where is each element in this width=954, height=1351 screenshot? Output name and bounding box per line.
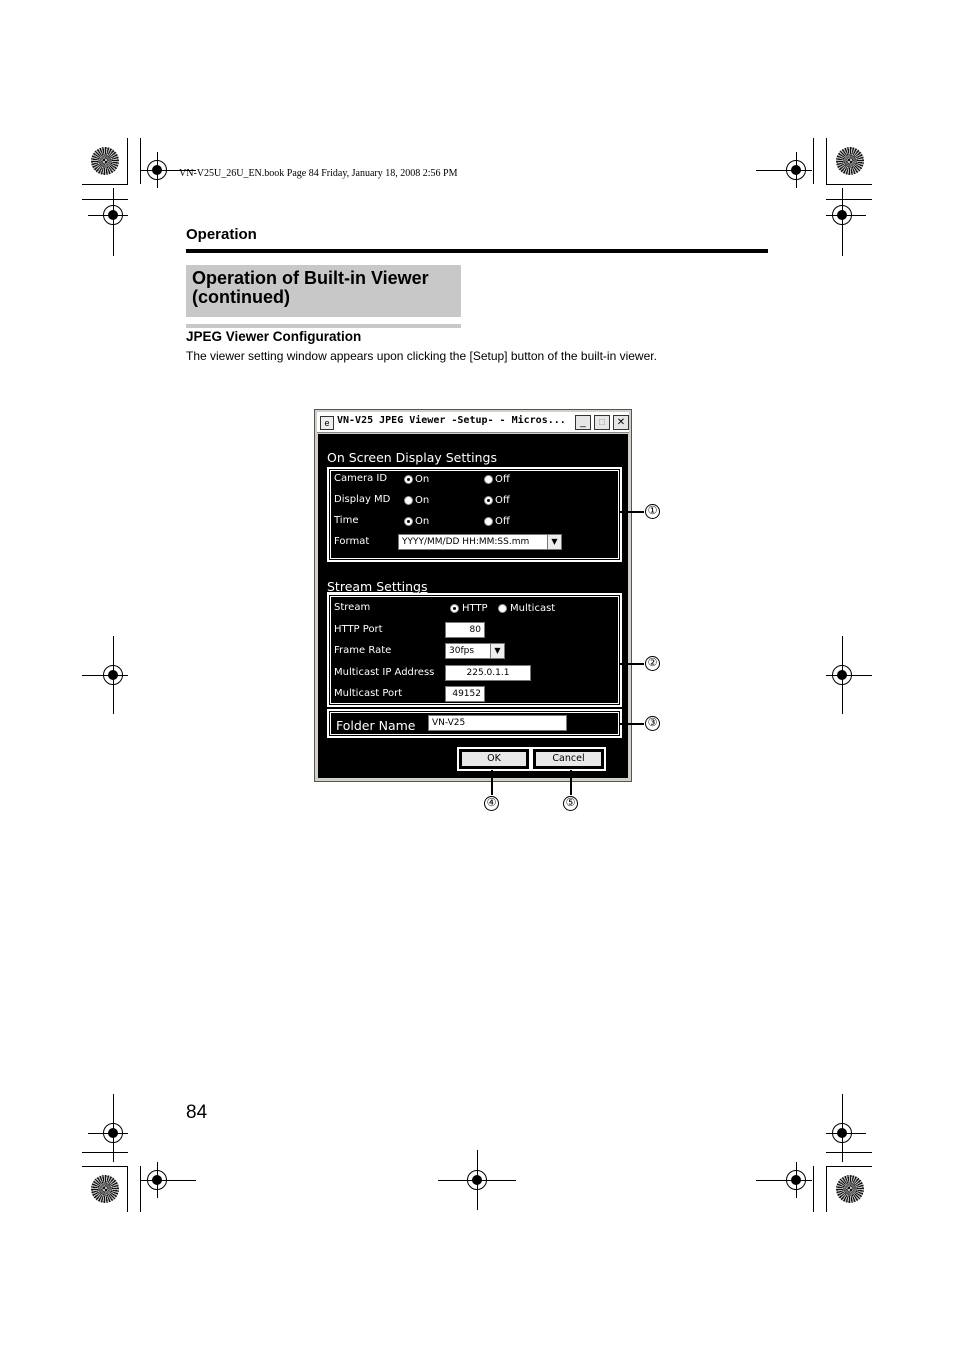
http-port-field[interactable]: 80 xyxy=(445,622,485,638)
callout-3: ③ xyxy=(645,716,660,731)
camera-id-on-radio[interactable] xyxy=(404,475,413,484)
window-title: VN-V25 JPEG Viewer -Setup- - Micros... xyxy=(337,415,566,426)
callout-1: ① xyxy=(645,504,660,519)
folder-name-label: Folder Name xyxy=(336,718,416,733)
time-off-radio[interactable] xyxy=(484,517,493,526)
page-title-line1: Operation of Built-in Viewer xyxy=(192,268,429,288)
callout-5: ⑤ xyxy=(563,796,578,811)
title-box xyxy=(186,265,461,317)
window-body xyxy=(318,434,628,778)
chevron-down-icon[interactable]: ▼ xyxy=(547,535,561,549)
osd-heading: On Screen Display Settings xyxy=(327,450,498,465)
camera-id-on-label: On xyxy=(415,474,430,485)
stream-http-radio[interactable] xyxy=(450,604,459,613)
camera-id-off-radio[interactable] xyxy=(484,475,493,484)
display-md-off-label: Off xyxy=(495,495,510,506)
chevron-down-icon[interactable]: ▼ xyxy=(490,644,504,658)
time-on-radio[interactable] xyxy=(404,517,413,526)
time-label: Time xyxy=(334,515,359,526)
callout-2: ② xyxy=(645,656,660,671)
format-value: YYYY/MM/DD HH:MM:SS.mm xyxy=(402,537,530,547)
display-md-on-radio[interactable] xyxy=(404,496,413,505)
starburst-mark xyxy=(91,1175,119,1203)
setup-window xyxy=(314,409,632,782)
time-on-label: On xyxy=(415,516,430,527)
section-label: Operation xyxy=(186,226,257,243)
camera-id-off-label: Off xyxy=(495,474,510,485)
subheading: JPEG Viewer Configuration xyxy=(186,329,362,344)
display-md-on-label: On xyxy=(415,495,430,506)
multicast-ip-label: Multicast IP Address xyxy=(334,667,435,678)
stream-http-label: HTTP xyxy=(462,603,488,614)
frame-rate-value: 30fps xyxy=(449,646,475,656)
section-rule xyxy=(186,249,768,253)
stream-label: Stream xyxy=(334,602,371,613)
stream-multicast-label: Multicast xyxy=(510,603,556,614)
starburst-mark xyxy=(836,1175,864,1203)
format-select[interactable] xyxy=(398,534,562,550)
display-md-off-radio[interactable] xyxy=(484,496,493,505)
multicast-ip-field[interactable]: 225.0.1.1 xyxy=(445,665,531,681)
frame-rate-label: Frame Rate xyxy=(334,645,392,656)
http-port-label: HTTP Port xyxy=(334,624,383,635)
starburst-mark xyxy=(836,147,864,175)
title-underline xyxy=(186,324,461,328)
cancel-button[interactable]: Cancel xyxy=(535,751,602,767)
book-header: VN-V25U_26U_EN.book Page 84 Friday, January 18, 2008 2:56 PM xyxy=(179,168,458,179)
display-md-label: Display MD xyxy=(334,494,391,505)
window-titlebar[interactable] xyxy=(317,412,629,433)
callout-4: ④ xyxy=(484,796,499,811)
close-icon[interactable]: ✕ xyxy=(613,415,629,430)
time-off-label: Off xyxy=(495,516,510,527)
camera-id-label: Camera ID xyxy=(334,473,388,484)
frame-rate-select[interactable] xyxy=(445,643,505,659)
stream-multicast-radio[interactable] xyxy=(498,604,507,613)
maximize-icon[interactable]: □ xyxy=(594,415,610,430)
page-number: 84 xyxy=(186,1102,208,1123)
multicast-port-field[interactable]: 49152 xyxy=(445,686,485,702)
format-label: Format xyxy=(334,536,370,547)
multicast-port-label: Multicast Port xyxy=(334,688,403,699)
page-title-line2: (continued) xyxy=(192,287,290,307)
ok-button[interactable]: OK xyxy=(461,751,527,767)
stream-heading: Stream Settings xyxy=(327,579,428,594)
body-text: The viewer setting window appears upon clicking the [Setup] button of the built-in viewer. xyxy=(186,349,657,363)
starburst-mark xyxy=(91,147,119,175)
folder-name-field[interactable]: VN-V25 xyxy=(428,715,567,731)
app-icon: e xyxy=(320,416,334,430)
minimize-icon[interactable]: _ xyxy=(575,415,591,430)
